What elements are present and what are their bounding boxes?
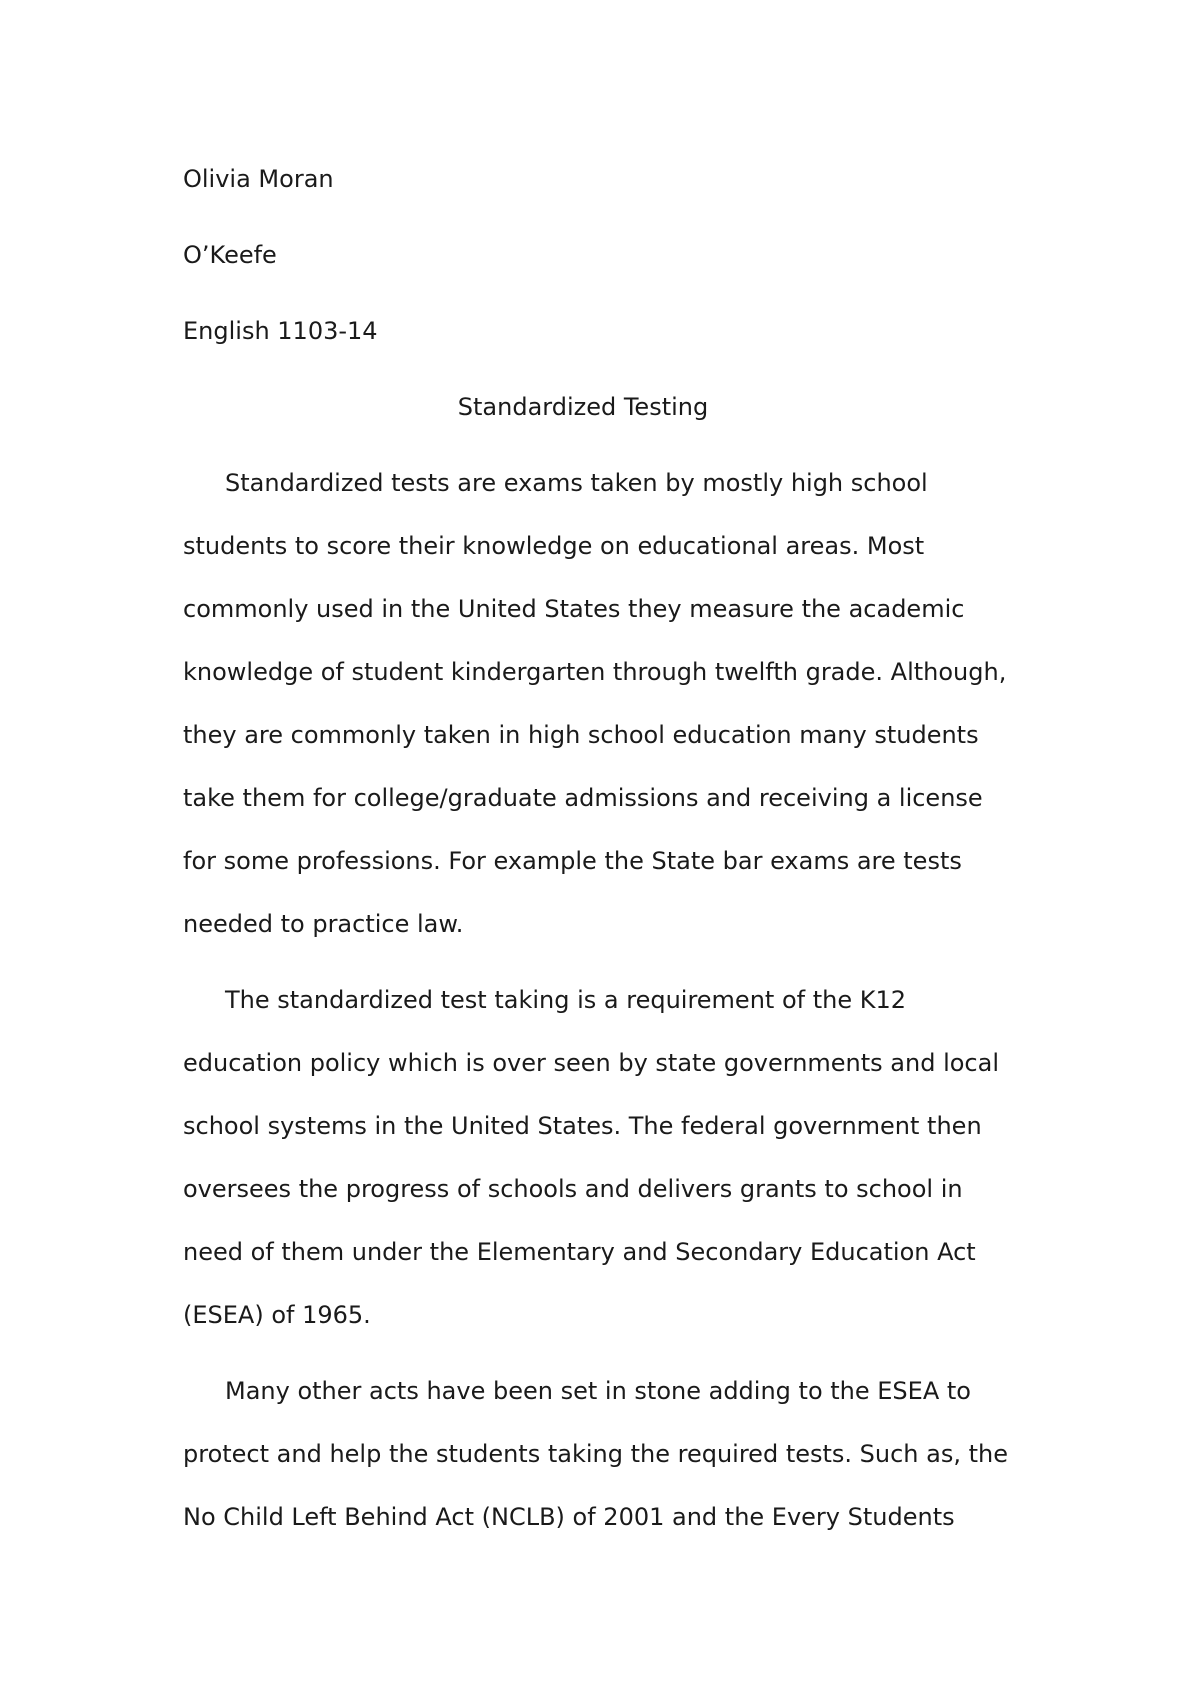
- essay-title: Standardized Testing: [457, 393, 709, 421]
- paragraph-line: for some professions. For example the State bar exams are tests: [183, 847, 962, 875]
- paragraph-line: need of them under the Elementary and Secondary Education Act: [183, 1238, 976, 1266]
- paragraph-line: education policy which is over seen by state governments and local: [183, 1049, 999, 1077]
- paragraph-line: protect and help the students taking the required tests. Such as, the: [183, 1440, 1008, 1468]
- paragraph-3: [183, 1360, 1043, 1549]
- paragraph-line: needed to practice law.: [183, 910, 464, 938]
- course-number: English 1103-14: [183, 317, 378, 345]
- paragraph-1: [183, 452, 1043, 956]
- paragraph-line: (ESEA) of 1965.: [183, 1301, 371, 1329]
- document-body: [183, 148, 1043, 1562]
- paragraph-2: [183, 969, 1043, 1347]
- paragraph-line: knowledge of student kindergarten through twelfth grade. Although,: [183, 658, 1007, 686]
- paragraph-line: No Child Left Behind Act (NCLB) of 2001 and the Every Students: [183, 1503, 955, 1531]
- instructor-name: O’Keefe: [183, 241, 277, 269]
- paragraph-line: take them for college/graduate admissions and receiving a license: [183, 784, 983, 812]
- paragraph-line: oversees the progress of schools and delivers grants to school in: [183, 1175, 963, 1203]
- paragraph-line: students to score their knowledge on educational areas. Most: [183, 532, 925, 560]
- paragraph-line: Standardized tests are exams taken by mostly high school: [225, 469, 928, 497]
- paragraph-line: Many other acts have been set in stone adding to the ESEA to: [225, 1377, 971, 1405]
- paragraph-line: commonly used in the United States they measure the academic: [183, 595, 965, 623]
- paragraph-line: they are commonly taken in high school education many students: [183, 721, 979, 749]
- paragraph-line: The standardized test taking is a requirement of the K12: [225, 986, 906, 1014]
- student-name: Olivia Moran: [183, 165, 334, 193]
- paragraph-line: school systems in the United States. The federal government then: [183, 1112, 982, 1140]
